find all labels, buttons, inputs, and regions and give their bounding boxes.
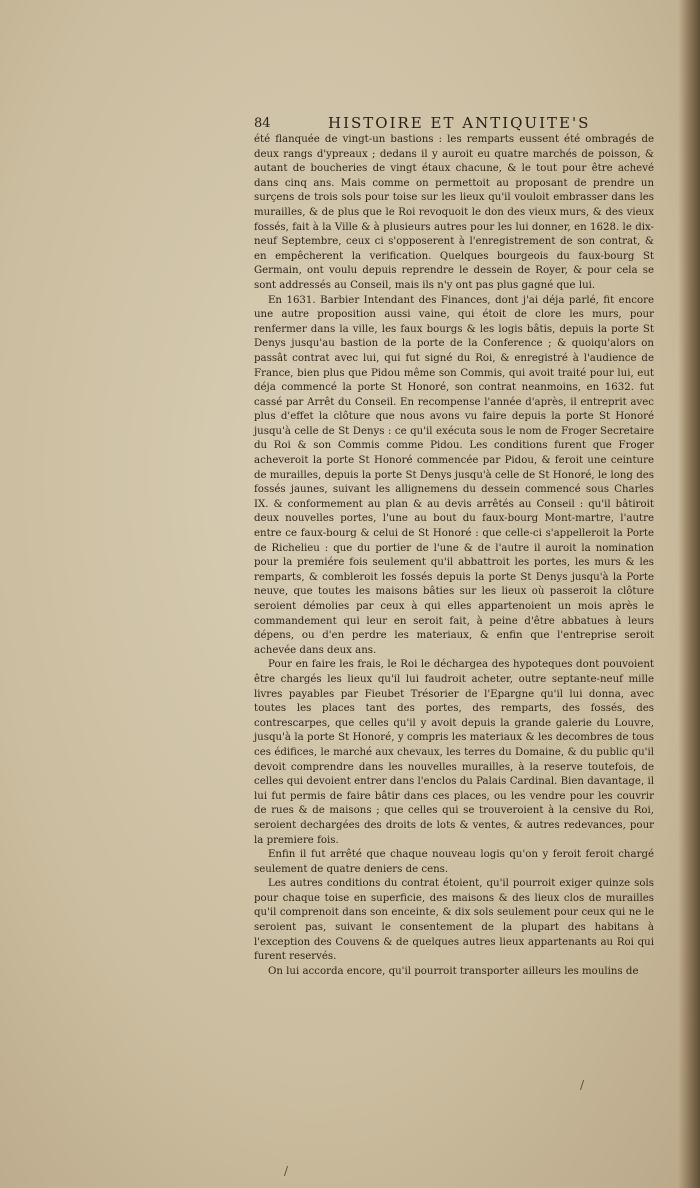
stray-mark-bottom: / (284, 1164, 289, 1178)
paragraph-4: Enfin il fut arrêté que chaque nouveau logis qu'on y feroit feroit chargé seulement de quatre deniers de cens. (254, 849, 654, 875)
body-text (254, 133, 654, 979)
paragraph-1: été flanquée de vingt-un bastions : les remparts eussent été ombragés de deux rangs d'ypreaux ; dedans il y auroit eu quatre marchés de poisson, & autant de boucheries de vingt étaux chacune, & le tout pour être achevé dans cinq ans. Mais comme on permettoit au proposant de prendre un surçens de trois sols pour toise sur les lieux qu'il vouloit embrasser dans les murailles, & de plus que le Roi revoquoit le don des vieux murs, & des vieux fossés, fait à la Ville & à plusieurs autres pour les lui donner, en 1628. le dix-neuf Septembre, ceux ci s'opposerent à l'enregistrement de son contrat, & en empêcherent la verification. Quelques bourgeois du faux-bourg St Germain, ont voulu depuis reprendre le dessein de Royer, & pour cela se sont addressés au Conseil, mais ils n'y ont pas plus gagné que lui. (254, 134, 654, 291)
running-title: HISTOIRE ET ANTIQUITE'S (328, 114, 591, 132)
paragraph-3: Pour en faire les frais, le Roi le déchargea des hypoteques dont pouvoient être chargés les lieux qu'il lui faudroit acheter, outre septante-neuf mille livres payables par Fieubet Trésorier de l'Epargne qu'il lui donna, avec toutes les places tant des portes, des remparts, des fossés, des contrescarpes, que celles qu'il y avoit depuis la grande galerie du Louvre, jusqu'à la porte St Honoré, y compris les materiaux & les decombres de tous ces édifices, le marché aux chevaux, les terres du Domaine, & du public qu'il devoit comprendre dans les nouvelles murailles, à la reserve toutefois, de celles qui devoient entrer dans l'enclos du Palais Cardinal. Bien davantage, il lui fut permis de faire bâtir dans ces places, ou les vendre pour les couvrir de rues & de maisons ; que celles qui se trouveroient à la censive du Roi, seroient dechargées des droits de lots & ventes, & autres redevances, pour la premiere fois. (254, 659, 654, 846)
page-number: 84 (254, 116, 271, 131)
paragraph-6: On lui accorda encore, qu'il pourroit transporter ailleurs les moulins de (268, 965, 639, 977)
paragraph-2: En 1631. Barbier Intendant des Finances, dont j'ai déja parlé, fit encore une autre proposition aussi vaine, qui étoit de clore les murs, pour renfermer dans la ville, les faux bourgs & les logis bâtis, depuis la porte St Denys jusqu'au bastion de la porte de la Conference ; & quoiqu'alors on passât contrat avec lui, qui fut signé du Roi, & enregistré à l'audience de France, bien plus que Pidou même son Commis, qui avoit traité pour lui, eut déja commencé la porte St Honoré, son contrat neanmoins, en 1632. fut cassé par Arrêt du Conseil. En recompense l'année d'après, il entreprit avec plus d'effet la clôture que nous avons vu faire depuis la porte St Honoré jusqu'à celle de St Denys : ce qu'il exécuta sous le nom de Froger Secretaire du Roi & son Commis comme Pidou. Les conditions furent que Froger acheveroit la porte St Honoré commencée par Pidou, & feroit une ceinture de murailles, depuis la porte St Denys jusqu'à celle de St Honoré, le long des fossés jaunes, suivant les allignemens du dessein commencé sous Charles IX. & conformement au plan & au devis arrêtés au Conseil : qu'il bâtiroit deux nouvelles portes, l'une au bout du faux-bourg Mont-martre, l'autre entre ce faux-bourg & celui de St Honoré : que celle-ci s'appelleroit la Porte de Richelieu : que du portier de l'une & de l'autre il auroit la nomination pour la premiére fois seulement qu'il abbattroit les portes, les murs & les remparts, & combleroit les fossés depuis la porte St Denys jusqu'à la Porte neuve, que toutes les maisons bâties sur les lieux où passeroit la clôture seroient démolies par ceux à qui elles appartenoient un mois après le commandement qui leur en seroit fait, à peine d'être abbatues à leurs dépens, ou d'en perdre les materiaux, & enfin que l'entreprise seroit achevée dans deux ans. (254, 294, 654, 656)
paragraph-5: Les autres conditions du contrat étoient, qu'il pourroit exiger quinze sols pour chaque toise en superficie, des maisons & des lieux clos de murailles qu'il comprenoit dans son enceinte, & dix sols seulement pour ceux qui ne le seroient pas, suivant le consentement de la plupart des habitans à l'exception des Couvens & de quelques autres lieux appartenants au Roi qui furent reservés. (254, 878, 654, 963)
stray-mark: / (580, 1078, 585, 1092)
page-edge-shadow (678, 0, 700, 1188)
